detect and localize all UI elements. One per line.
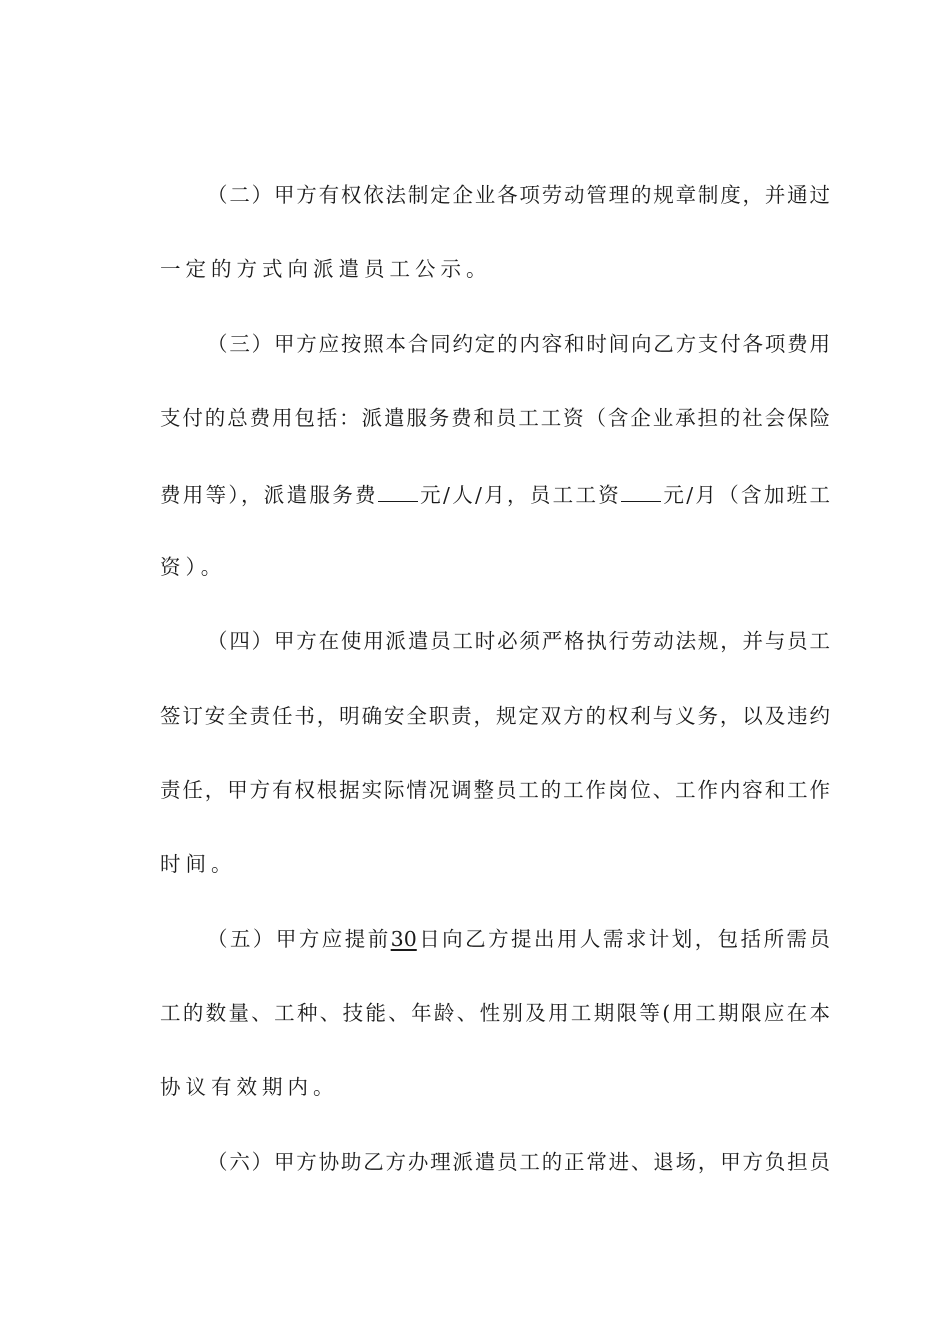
wage-unit: 元/月（含加班工	[661, 483, 830, 507]
paragraph-4-line-2: 签订安全责任书，明确安全职责，规定双方的权利与义务，以及违约	[160, 704, 830, 728]
paragraph-3-line-1: （三）甲方应按照本合同约定的内容和时间向乙方支付各项费用	[207, 332, 830, 356]
paragraph-3-line-3	[160, 479, 830, 507]
paragraph-4-line-3: 责任，甲方有权根据实际情况调整员工的工作岗位、工作内容和工作	[160, 778, 830, 802]
paragraph-3-line-2: 支付的总费用包括：派遣服务费和员工工资（含企业承担的社会保险	[160, 406, 830, 430]
service-fee-label: 费用等），派遣服务费	[160, 483, 378, 507]
paragraph-4-line-1: （四）甲方在使用派遣员工时必须严格执行劳动法规，并与员工	[207, 629, 830, 653]
paragraph-5-line-1	[207, 925, 830, 953]
advance-notice-label: （五）甲方应提前	[207, 927, 391, 951]
paragraph-5-line-3: 协议有效期内。	[160, 1075, 339, 1099]
paragraph-2-line-2: 一定的方式向派遣员工公示。	[160, 257, 492, 281]
paragraph-5-line-2: 工的数量、工种、技能、年龄、性别及用工期限等(用工期限应在本	[160, 1001, 830, 1025]
paragraph-6-line-1: （六）甲方协助乙方办理派遣员工的正常进、退场，甲方负担员	[207, 1150, 830, 1174]
paragraph-3-line-4: 资）。	[160, 555, 227, 579]
wage-label: 元/人/月，员工工资	[417, 483, 622, 507]
advance-notice-rest: 日向乙方提出用人需求计划，包括所需员	[416, 927, 831, 951]
service-fee-blank	[378, 479, 418, 502]
paragraph-2-line-1: （二）甲方有权依法制定企业各项劳动管理的规章制度，并通过	[207, 183, 830, 207]
wage-blank	[621, 479, 661, 502]
advance-notice-days: 30	[390, 927, 417, 951]
paragraph-4-line-4: 时间。	[160, 852, 237, 876]
